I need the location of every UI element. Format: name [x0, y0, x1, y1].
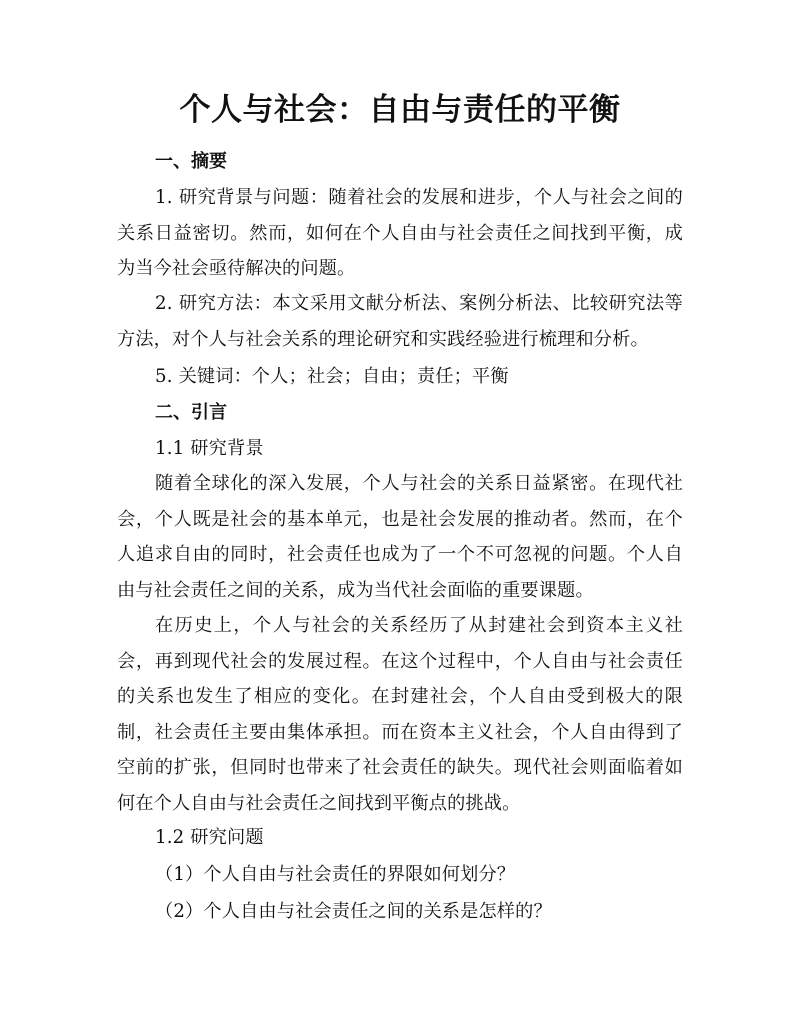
abstract-item-2: 2. 研究方法：本文采用文献分析法、案例分析法、比较研究法等方法，对个人与社会关系的理论研究和实践经验进行梳理和分析。 [117, 293, 683, 350]
section-heading-introduction: 二、引言 [155, 402, 227, 423]
background-paragraph-2: 在历史上，个人与社会的关系经历了从封建社会到资本主义社会，再到现代社会的发展过程。在这个过程中，个人自由与社会责任的关系也发生了相应的变化。在封建社会，个人自由受到极大的限制，社会责任主要由集体承担。而在资本主义社会，个人自由得到了空前的扩张，但同时也带来了社会责任的缺失。现代社会则面临着如何在个人自由与社会责任之间找到平衡点的挑战。 [117, 615, 683, 814]
abstract-item-1: 1. 研究背景与问题：随着社会的发展和进步，个人与社会之间的关系日益密切。然而，如何在个人自由与社会责任之间找到平衡，成为当今社会亟待解决的问题。 [117, 187, 683, 279]
section-heading-abstract: 一、摘要 [155, 151, 227, 172]
background-paragraph-1: 随着全球化的深入发展，个人与社会的关系日益紧密。在现代社会，个人既是社会的基本单元，也是社会发展的推动者。然而，在个人追求自由的同时，社会责任也成为了一个不可忽视的问题。个人自由与社会责任之间的关系，成为当代社会面临的重要课题。 [117, 473, 683, 601]
abstract-keywords: 5. 关键词：个人；社会；自由；责任；平衡 [155, 366, 509, 387]
subsection-heading-background: 1.1 研究背景 [155, 438, 264, 459]
research-question-2: （2）个人自由与社会责任之间的关系是怎样的？ [155, 901, 552, 922]
document-title: 个人与社会：自由与责任的平衡 [179, 92, 621, 128]
research-question-1: （1）个人自由与社会责任的界限如何划分？ [155, 864, 516, 885]
subsection-heading-research-questions: 1.2 研究问题 [155, 827, 264, 848]
